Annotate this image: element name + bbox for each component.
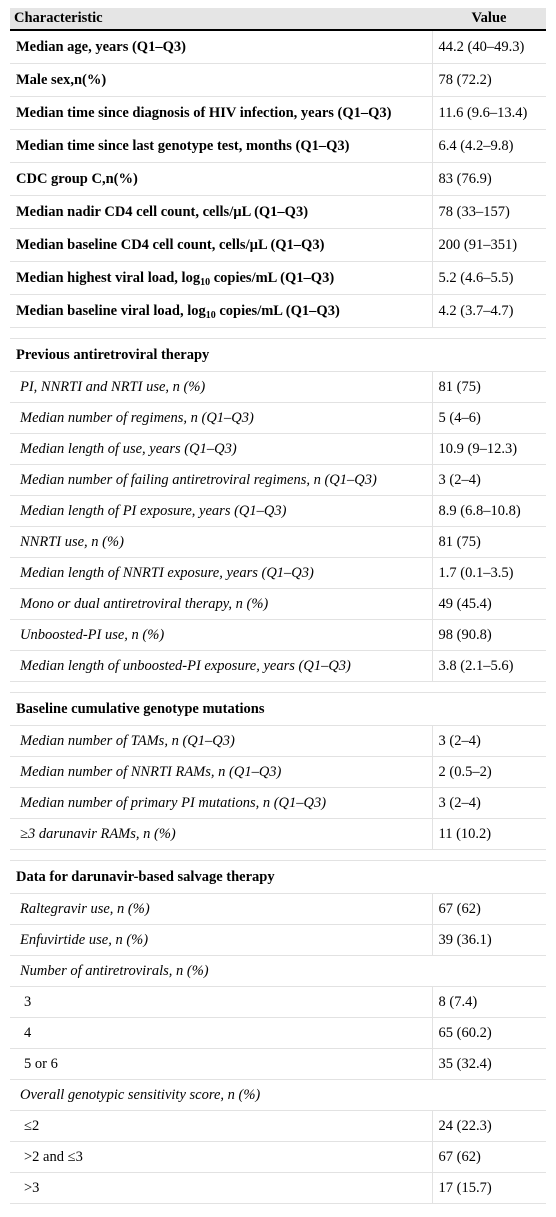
row-label: Median length of unboosted-PI exposure, years (Q1–Q3) bbox=[10, 651, 432, 682]
table-row bbox=[10, 620, 546, 651]
row-value: 3 (2–4) bbox=[432, 788, 546, 819]
row-label: CDC group C,n(%) bbox=[10, 163, 432, 196]
row-value: 49 (45.4) bbox=[432, 589, 546, 620]
label-text: Median highest viral load, log bbox=[16, 269, 201, 286]
section-header-salvage bbox=[10, 861, 546, 894]
row-label: PI, NNRTI and NRTI use, n (%) bbox=[10, 372, 432, 403]
header-characteristic: Characteristic bbox=[10, 8, 432, 30]
row-value: 8.9 (6.8–10.8) bbox=[432, 496, 546, 527]
table-row bbox=[10, 726, 546, 757]
row-label: Median number of NNRTI RAMs, n (Q1–Q3) bbox=[10, 757, 432, 788]
row-value: 3 (2–4) bbox=[432, 726, 546, 757]
row-label: Median length of use, years (Q1–Q3) bbox=[10, 434, 432, 465]
row-value: 78 (72.2) bbox=[432, 64, 546, 97]
row-value: 39 (36.1) bbox=[432, 925, 546, 956]
spacer-row bbox=[10, 682, 546, 693]
table-row bbox=[10, 295, 546, 328]
table-row bbox=[10, 496, 546, 527]
label-text: copies/mL (Q1–Q3) bbox=[215, 302, 340, 319]
row-label: Median number of regimens, n (Q1–Q3) bbox=[10, 403, 432, 434]
row-value: 67 (62) bbox=[432, 1142, 546, 1173]
row-value: 8 (7.4) bbox=[432, 987, 546, 1018]
table-row bbox=[10, 925, 546, 956]
row-value: 5 (4–6) bbox=[432, 403, 546, 434]
table-row bbox=[10, 1142, 546, 1173]
table-row bbox=[10, 30, 546, 64]
row-value: 11.6 (9.6–13.4) bbox=[432, 97, 546, 130]
table-row bbox=[10, 589, 546, 620]
row-label: Median number of TAMs, n (Q1–Q3) bbox=[10, 726, 432, 757]
log-subscript: 10 bbox=[205, 309, 216, 321]
table-row bbox=[10, 97, 546, 130]
table-row bbox=[10, 819, 546, 850]
row-label: Median age, years (Q1–Q3) bbox=[10, 30, 432, 64]
header-value: Value bbox=[432, 8, 546, 30]
row-label: Median length of NNRTI exposure, years (Q1–Q3) bbox=[10, 558, 432, 589]
row-label: Overall genotypic sensitivity score, n (%) bbox=[10, 1080, 546, 1111]
row-label: Mono or dual antiretroviral therapy, n (%) bbox=[10, 589, 432, 620]
row-label: Median nadir CD4 cell count, cells/µL (Q1–Q3) bbox=[10, 196, 432, 229]
row-label: ≥3 darunavir RAMs, n (%) bbox=[10, 819, 432, 850]
table-row bbox=[10, 229, 546, 262]
row-value: 2 (0.5–2) bbox=[432, 757, 546, 788]
log-subscript: 10 bbox=[200, 276, 211, 288]
row-label bbox=[10, 262, 432, 295]
row-value: 83 (76.9) bbox=[432, 163, 546, 196]
table-row bbox=[10, 1173, 546, 1204]
row-value: 17 (15.7) bbox=[432, 1173, 546, 1204]
spacer-row bbox=[10, 328, 546, 339]
row-label: Unboosted-PI use, n (%) bbox=[10, 620, 432, 651]
section-title: Data for darunavir-based salvage therapy bbox=[10, 861, 546, 894]
table-row bbox=[10, 196, 546, 229]
label-text: copies/mL (Q1–Q3) bbox=[210, 269, 335, 286]
table-row bbox=[10, 1018, 546, 1049]
row-label: Number of antiretrovirals, n (%) bbox=[10, 956, 546, 987]
row-value: 35 (32.4) bbox=[432, 1049, 546, 1080]
table-row bbox=[10, 651, 546, 682]
row-label: Male sex,n(%) bbox=[10, 64, 432, 97]
table-row bbox=[10, 788, 546, 819]
row-value: 11 (10.2) bbox=[432, 819, 546, 850]
row-value: 200 (91–351) bbox=[432, 229, 546, 262]
row-label: 4 bbox=[10, 1018, 432, 1049]
row-value: 1.7 (0.1–3.5) bbox=[432, 558, 546, 589]
row-label: 5 or 6 bbox=[10, 1049, 432, 1080]
table-row bbox=[10, 956, 546, 987]
table-row bbox=[10, 434, 546, 465]
row-label bbox=[10, 295, 432, 328]
row-label: Median time since last genotype test, months (Q1–Q3) bbox=[10, 130, 432, 163]
table-row bbox=[10, 1111, 546, 1142]
row-value: 98 (90.8) bbox=[432, 620, 546, 651]
row-value: 81 (75) bbox=[432, 527, 546, 558]
row-label: Median length of PI exposure, years (Q1–Q3) bbox=[10, 496, 432, 527]
row-value: 65 (60.2) bbox=[432, 1018, 546, 1049]
row-value: 10.9 (9–12.3) bbox=[432, 434, 546, 465]
row-label: Median number of primary PI mutations, n (Q1–Q3) bbox=[10, 788, 432, 819]
table-row bbox=[10, 372, 546, 403]
row-value: 24 (22.3) bbox=[432, 1111, 546, 1142]
row-value: 67 (62) bbox=[432, 894, 546, 925]
table-row bbox=[10, 757, 546, 788]
table-row bbox=[10, 987, 546, 1018]
table-row bbox=[10, 262, 546, 295]
label-text: Median baseline viral load, log bbox=[16, 302, 206, 319]
table-row bbox=[10, 527, 546, 558]
table-row bbox=[10, 130, 546, 163]
table-row bbox=[10, 64, 546, 97]
row-label: Raltegravir use, n (%) bbox=[10, 894, 432, 925]
row-value: 81 (75) bbox=[432, 372, 546, 403]
section-title: Baseline cumulative genotype mutations bbox=[10, 693, 546, 726]
table-row bbox=[10, 403, 546, 434]
table-row bbox=[10, 1080, 546, 1111]
row-value: 78 (33–157) bbox=[432, 196, 546, 229]
section-title: Previous antiretroviral therapy bbox=[10, 339, 546, 372]
spacer-row bbox=[10, 850, 546, 861]
table-header-row bbox=[10, 8, 546, 30]
row-value: 5.2 (4.6–5.5) bbox=[432, 262, 546, 295]
row-label: ≤2 bbox=[10, 1111, 432, 1142]
row-label: Median baseline CD4 cell count, cells/µL (Q1–Q3) bbox=[10, 229, 432, 262]
row-label: Enfuvirtide use, n (%) bbox=[10, 925, 432, 956]
row-value: 4.2 (3.7–4.7) bbox=[432, 295, 546, 328]
characteristics-table bbox=[10, 8, 546, 1204]
row-value: 3.8 (2.1–5.6) bbox=[432, 651, 546, 682]
row-label: Median time since diagnosis of HIV infection, years (Q1–Q3) bbox=[10, 97, 432, 130]
row-value: 44.2 (40–49.3) bbox=[432, 30, 546, 64]
section-header-mutations bbox=[10, 693, 546, 726]
table-row bbox=[10, 558, 546, 589]
table-row bbox=[10, 894, 546, 925]
table-row bbox=[10, 465, 546, 496]
row-value: 6.4 (4.2–9.8) bbox=[432, 130, 546, 163]
row-label: >3 bbox=[10, 1173, 432, 1204]
row-label: >2 and ≤3 bbox=[10, 1142, 432, 1173]
row-label: NNRTI use, n (%) bbox=[10, 527, 432, 558]
table-row bbox=[10, 1049, 546, 1080]
row-value: 3 (2–4) bbox=[432, 465, 546, 496]
row-label: Median number of failing antiretroviral regimens, n (Q1–Q3) bbox=[10, 465, 432, 496]
section-header-previous-art bbox=[10, 339, 546, 372]
table-row bbox=[10, 163, 546, 196]
row-label: 3 bbox=[10, 987, 432, 1018]
